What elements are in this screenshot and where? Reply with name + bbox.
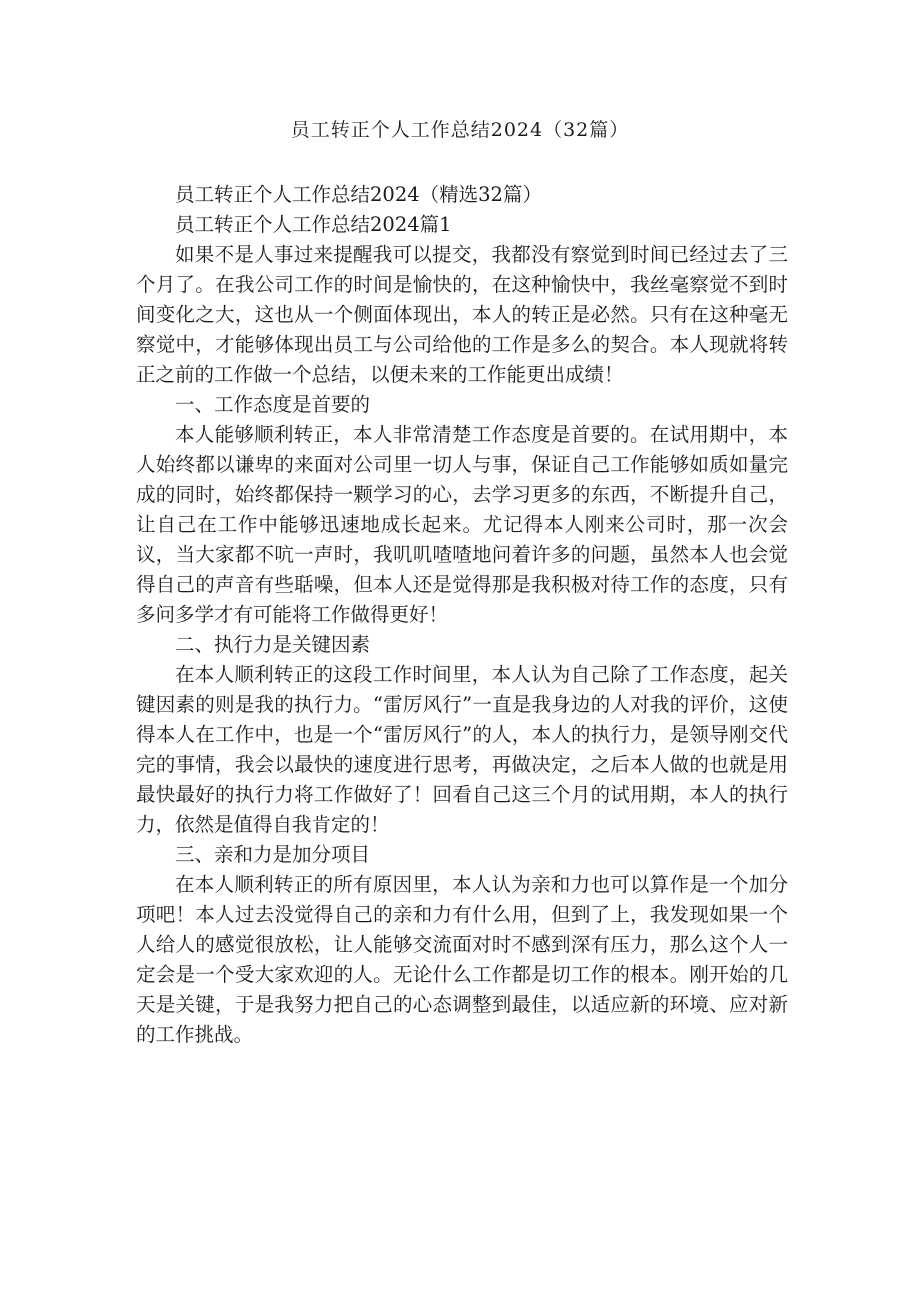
section-heading: 员工转正个人工作总结2024篇1 bbox=[175, 213, 452, 236]
body-paragraph: 在本人顺利转正的所有原因里，本人认为亲和力也可以算作是一个加分项吧！本人过去没觉得自己的亲和力有什么用，但到了上，我发现如果一个人给人的感觉很放松，让人能够交流面对时不感到深有压力，那么这个人一定会是一个受大家欢迎的人。无论什么工作都是切工作的根本。刚开始的几天是关键，于是我努力把自己的心态调整到最佳，以适应新的环境、应对新的工作挑战。 bbox=[136, 873, 788, 1046]
body-paragraph: 如果不是人事过来提醒我可以提交，我都没有察觉到时间已经过去了三个月了。在我公司工作的时间是愉快的，在这种愉快中，我丝毫察觉不到时间变化之大，这也从一个侧面体现出，本人的转正是必然。只有在这种毫无察觉中，才能够体现出员工与公司给他的工作是多么的契合。本人现就将转正之前的工作做一个总结，以便未来的工作能更出成绩！ bbox=[136, 243, 788, 386]
subtitle-line: 员工转正个人工作总结2024（精选32篇） bbox=[175, 183, 542, 206]
document-body bbox=[136, 180, 788, 1050]
section-heading: 三、亲和力是加分项目 bbox=[175, 843, 371, 866]
document-title: 员工转正个人工作总结2024（32篇） bbox=[290, 119, 630, 141]
body-paragraph: 本人能够顺利转正，本人非常清楚工作态度是首要的。在试用期中，本人始终都以谦卑的来面对公司里一切人与事，保证自己工作能够如质如量完成的同时，始终都保持一颗学习的心，去学习更多的东西，不断提升自己，让自己在工作中能够迅速地成长起来。尤记得本人刚来公司时，那一次会议，当大家都不吭一声时，我叽叽喳喳地问着许多的问题，虽然本人也会觉得自己的声音有些聒噪，但本人还是觉得那是我积极对待工作的态度，只有多问多学才有可能将工作做得更好！ bbox=[136, 423, 788, 626]
body-paragraph: 在本人顺利转正的这段工作时间里，本人认为自己除了工作态度，起关键因素的则是我的执行力。“雷厉风行”一直是我身边的人对我的评价，这使得本人在工作中，也是一个“雷厉风行”的人，本人的执行力，是领导刚交代完的事情，我会以最快的速度进行思考，再做决定，之后本人做的也就是用最快最好的执行力将工作做好了！回看自己这三个月的试用期，本人的执行力，依然是值得自我肯定的！ bbox=[136, 663, 788, 836]
section-heading: 一、工作态度是首要的 bbox=[175, 393, 371, 416]
section-heading: 二、执行力是关键因素 bbox=[175, 633, 371, 656]
